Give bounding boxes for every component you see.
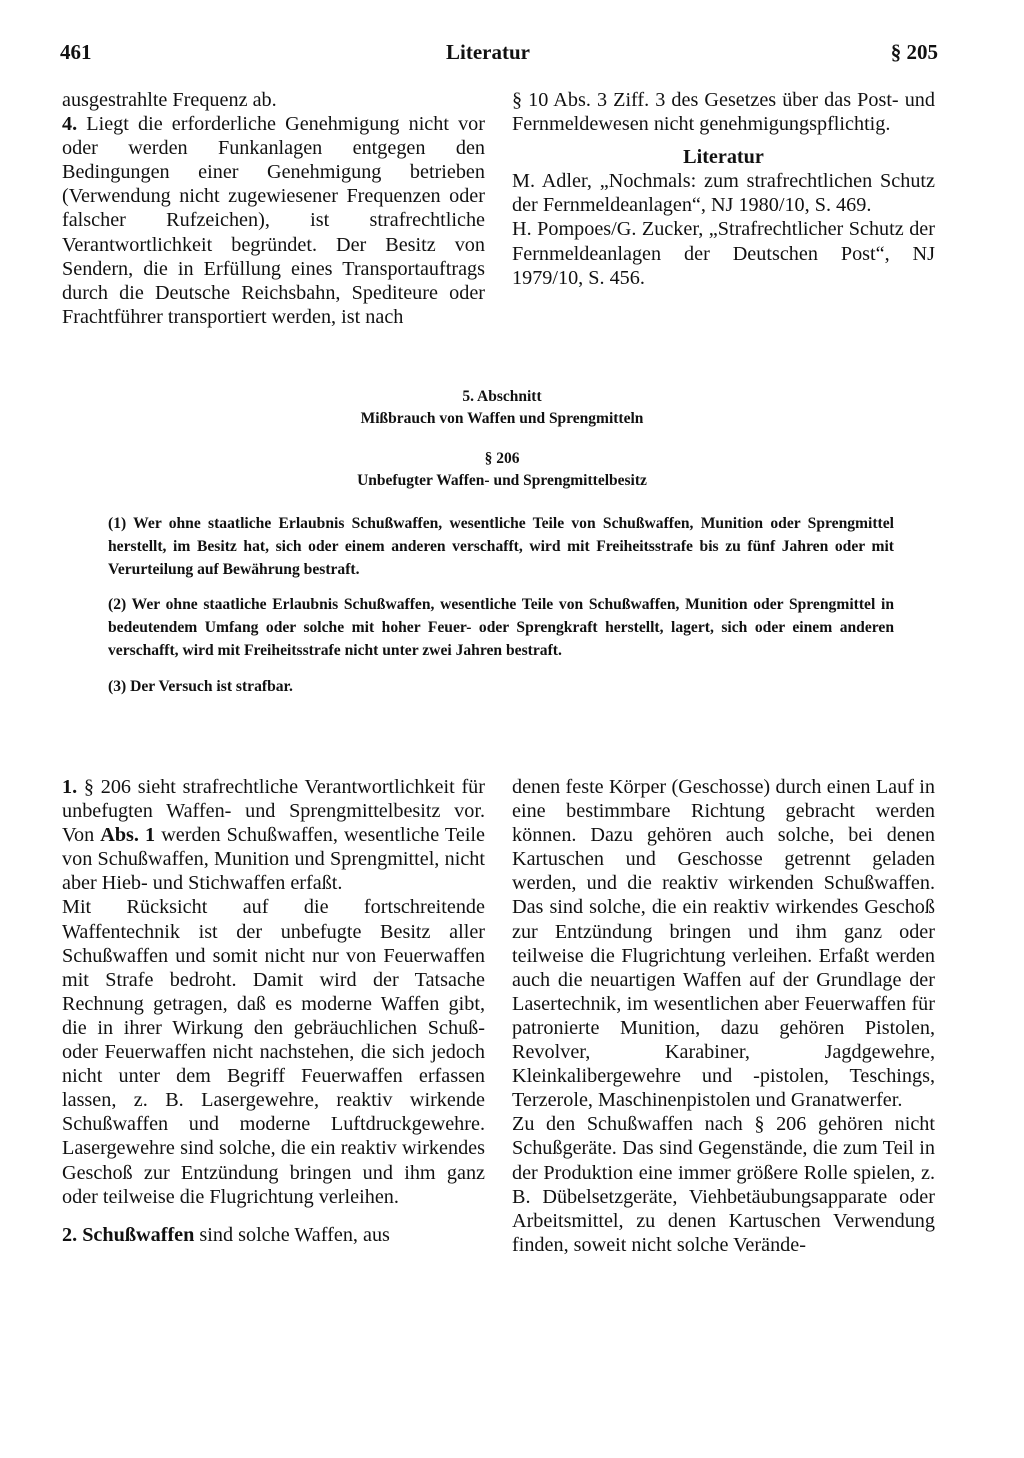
paragraph-title: Unbefugter Waffen- und Sprengmittelbesitz [357, 472, 647, 489]
statute-abs-3: (3) Der Versuch ist strafbar. [108, 677, 293, 695]
section-marker: § 205 [890, 40, 938, 64]
abs-reference: Abs. 1 [100, 824, 156, 847]
note-number: 2. [62, 1223, 78, 1246]
page-number: 461 [60, 40, 92, 64]
reference-2: H. Pompoes/G. Zucker, „Strafrechtlicher Schutz der Fernmeldeanlagen der Deutschen Post“, NJ 1979/10, S. 456. [512, 218, 935, 289]
abschnitt-title: Mißbrauch von Waffen und Sprengmitteln [360, 410, 644, 427]
note-number: 1. [62, 776, 78, 798]
abschnitt-number: 5. Abschnitt [462, 388, 542, 405]
note-text: sind solche Waffen, aus [199, 1223, 390, 1246]
top-left-column [62, 88, 485, 329]
note-4 [62, 112, 485, 329]
statute-text [108, 513, 894, 712]
page-header [58, 40, 938, 74]
commentary-left-column [62, 775, 485, 1247]
top-right-column [512, 88, 935, 290]
running-title: Literatur [446, 40, 530, 64]
statute-abs-2: (2) Wer ohne staatliche Erlaubnis Schußwaffen, wesentliche Teile von Schußwaffen, Munition oder Sprengmittel in bedeutendem Umfang oder solche mit hoher Feuer- oder Sprengkraft herstellt, lagert, sich oder einem anderen verschafft, wird mit Freiheitsstrafe nicht unter zwei Jahren bestraft. [108, 596, 894, 659]
note-text: § 206 sieht strafrechtliche Verantwortlichkeit für unbefugten Waffen- und Sprengmittelbesitz vor. Von [62, 776, 485, 847]
commentary-note-2 [62, 1223, 485, 1247]
commentary-paragraph: Zu den Schußwaffen nach § 206 gehören nicht Schußgeräte. Das sind Gegenstände, die zum Teil in der Produktion eine immer größere Rolle spielen, z. B. Dübelsetzgeräte, Viehbetäubungsapparate oder Arbeitsmittel, zu denen Kartuschen Verwendung finden, soweit nicht solche Verände- [512, 1113, 935, 1256]
commentary-note-1 [62, 775, 485, 895]
reference-1: M. Adler, „Nochmals: zum strafrechtlichen Schutz der Fernmeldeanlagen“, NJ 1980/10, S. 469. [512, 170, 935, 217]
continuation-line: ausgestrahlte Frequenz ab. [62, 89, 277, 111]
statute-abs-1: (1) Wer ohne staatliche Erlaubnis Schußwaffen, wesentliche Teile von Schußwaffen, Munition oder Sprengmittel herstellt, im Besitz hat, sich oder einem anderen verschafft, wird mit Freiheitsstrafe bis zu fünf Jahren oder mit Verurteilung auf Bewährung bestraft. [108, 515, 894, 578]
paragraph-number: § 206 [484, 450, 520, 467]
note-text: werden Schußwaffen, wesentliche Teile von Schußwaffen, Munition und Sprengmittel, nicht aber Hieb- und Stichwaffen erfaßt. [62, 824, 485, 895]
note-text: Liegt die erforderliche Genehmigung nicht vor oder werden Funkanlagen entgegen den Bedingungen einer Genehmigung betrieben (Verwendung nicht zugewiesener Frequenzen oder falscher Rufzeichen), ist strafrechtliche Verantwortlichkeit begründet. Der Besitz von Sendern, die in Erfüllung eines Transportauftrags durch die Deutsche Reichsbahn, Spediteure oder Frachtführer transportiert werden, ist nach [62, 113, 485, 328]
section-heading [62, 386, 942, 492]
continuation-text: § 10 Abs. 3 Ziff. 3 des Gesetzes über das Post- und Fernmeldewesen nicht genehmigungspflichtig. [512, 89, 935, 136]
term-schusswaffen: Schußwaffen [82, 1223, 195, 1246]
note-number: 4. [62, 113, 78, 136]
commentary-right-column [512, 775, 935, 1257]
literatur-heading: Literatur [683, 146, 764, 169]
commentary-paragraph: Mit Rücksicht auf die fortschreitende Waffentechnik ist der unbefugte Besitz aller Schußwaffen und somit nicht nur von Feuerwaffen mit Strafe bedroht. Damit wird der Tatsache Rechnung getragen, daß es moderne Waffen gibt, die in ihrer Wirkung den gebräuchlichen Schuß- oder Feuerwaffen nicht nachstehen, die sich jedoch nicht unter dem Begriff Feuerwaffen erfassen lassen, z. B. Lasergewehre, reaktiv wirkende Schußwaffen und moderne Luftdruckgewehre. Lasergewehre sind solche, die ein reaktiv wirkendes Geschoß zur Entzündung bringen und ihm ganz oder teilweise die Flugrichtung verleihen. [62, 896, 485, 1208]
commentary-paragraph: denen feste Körper (Geschosse) durch einen Lauf in eine bestimmbare Richtung gebracht werden können. Dazu gehören auch solche, bei denen Kartuschen und Geschosse getrennt geladen werden, und die reaktiv wirkenden Schußwaffen. Das sind solche, die ein reaktiv wirkendes Geschoß zur Entzündung bringen und ihm ganz oder teilweise die Flugrichtung verleihen. Erfaßt werden auch die neuartigen Waffen auf der Grundlage der Lasertechnik, im wesentlichen aber Feuerwaffen für patronierte Munition, dazu gehören Pistolen, Revolver, Karabiner, Jagdgewehre, Kleinkalibergewehre und -pistolen, Teschings, Terzerole, Maschinenpistolen und Granatwerfer. [512, 776, 935, 1112]
